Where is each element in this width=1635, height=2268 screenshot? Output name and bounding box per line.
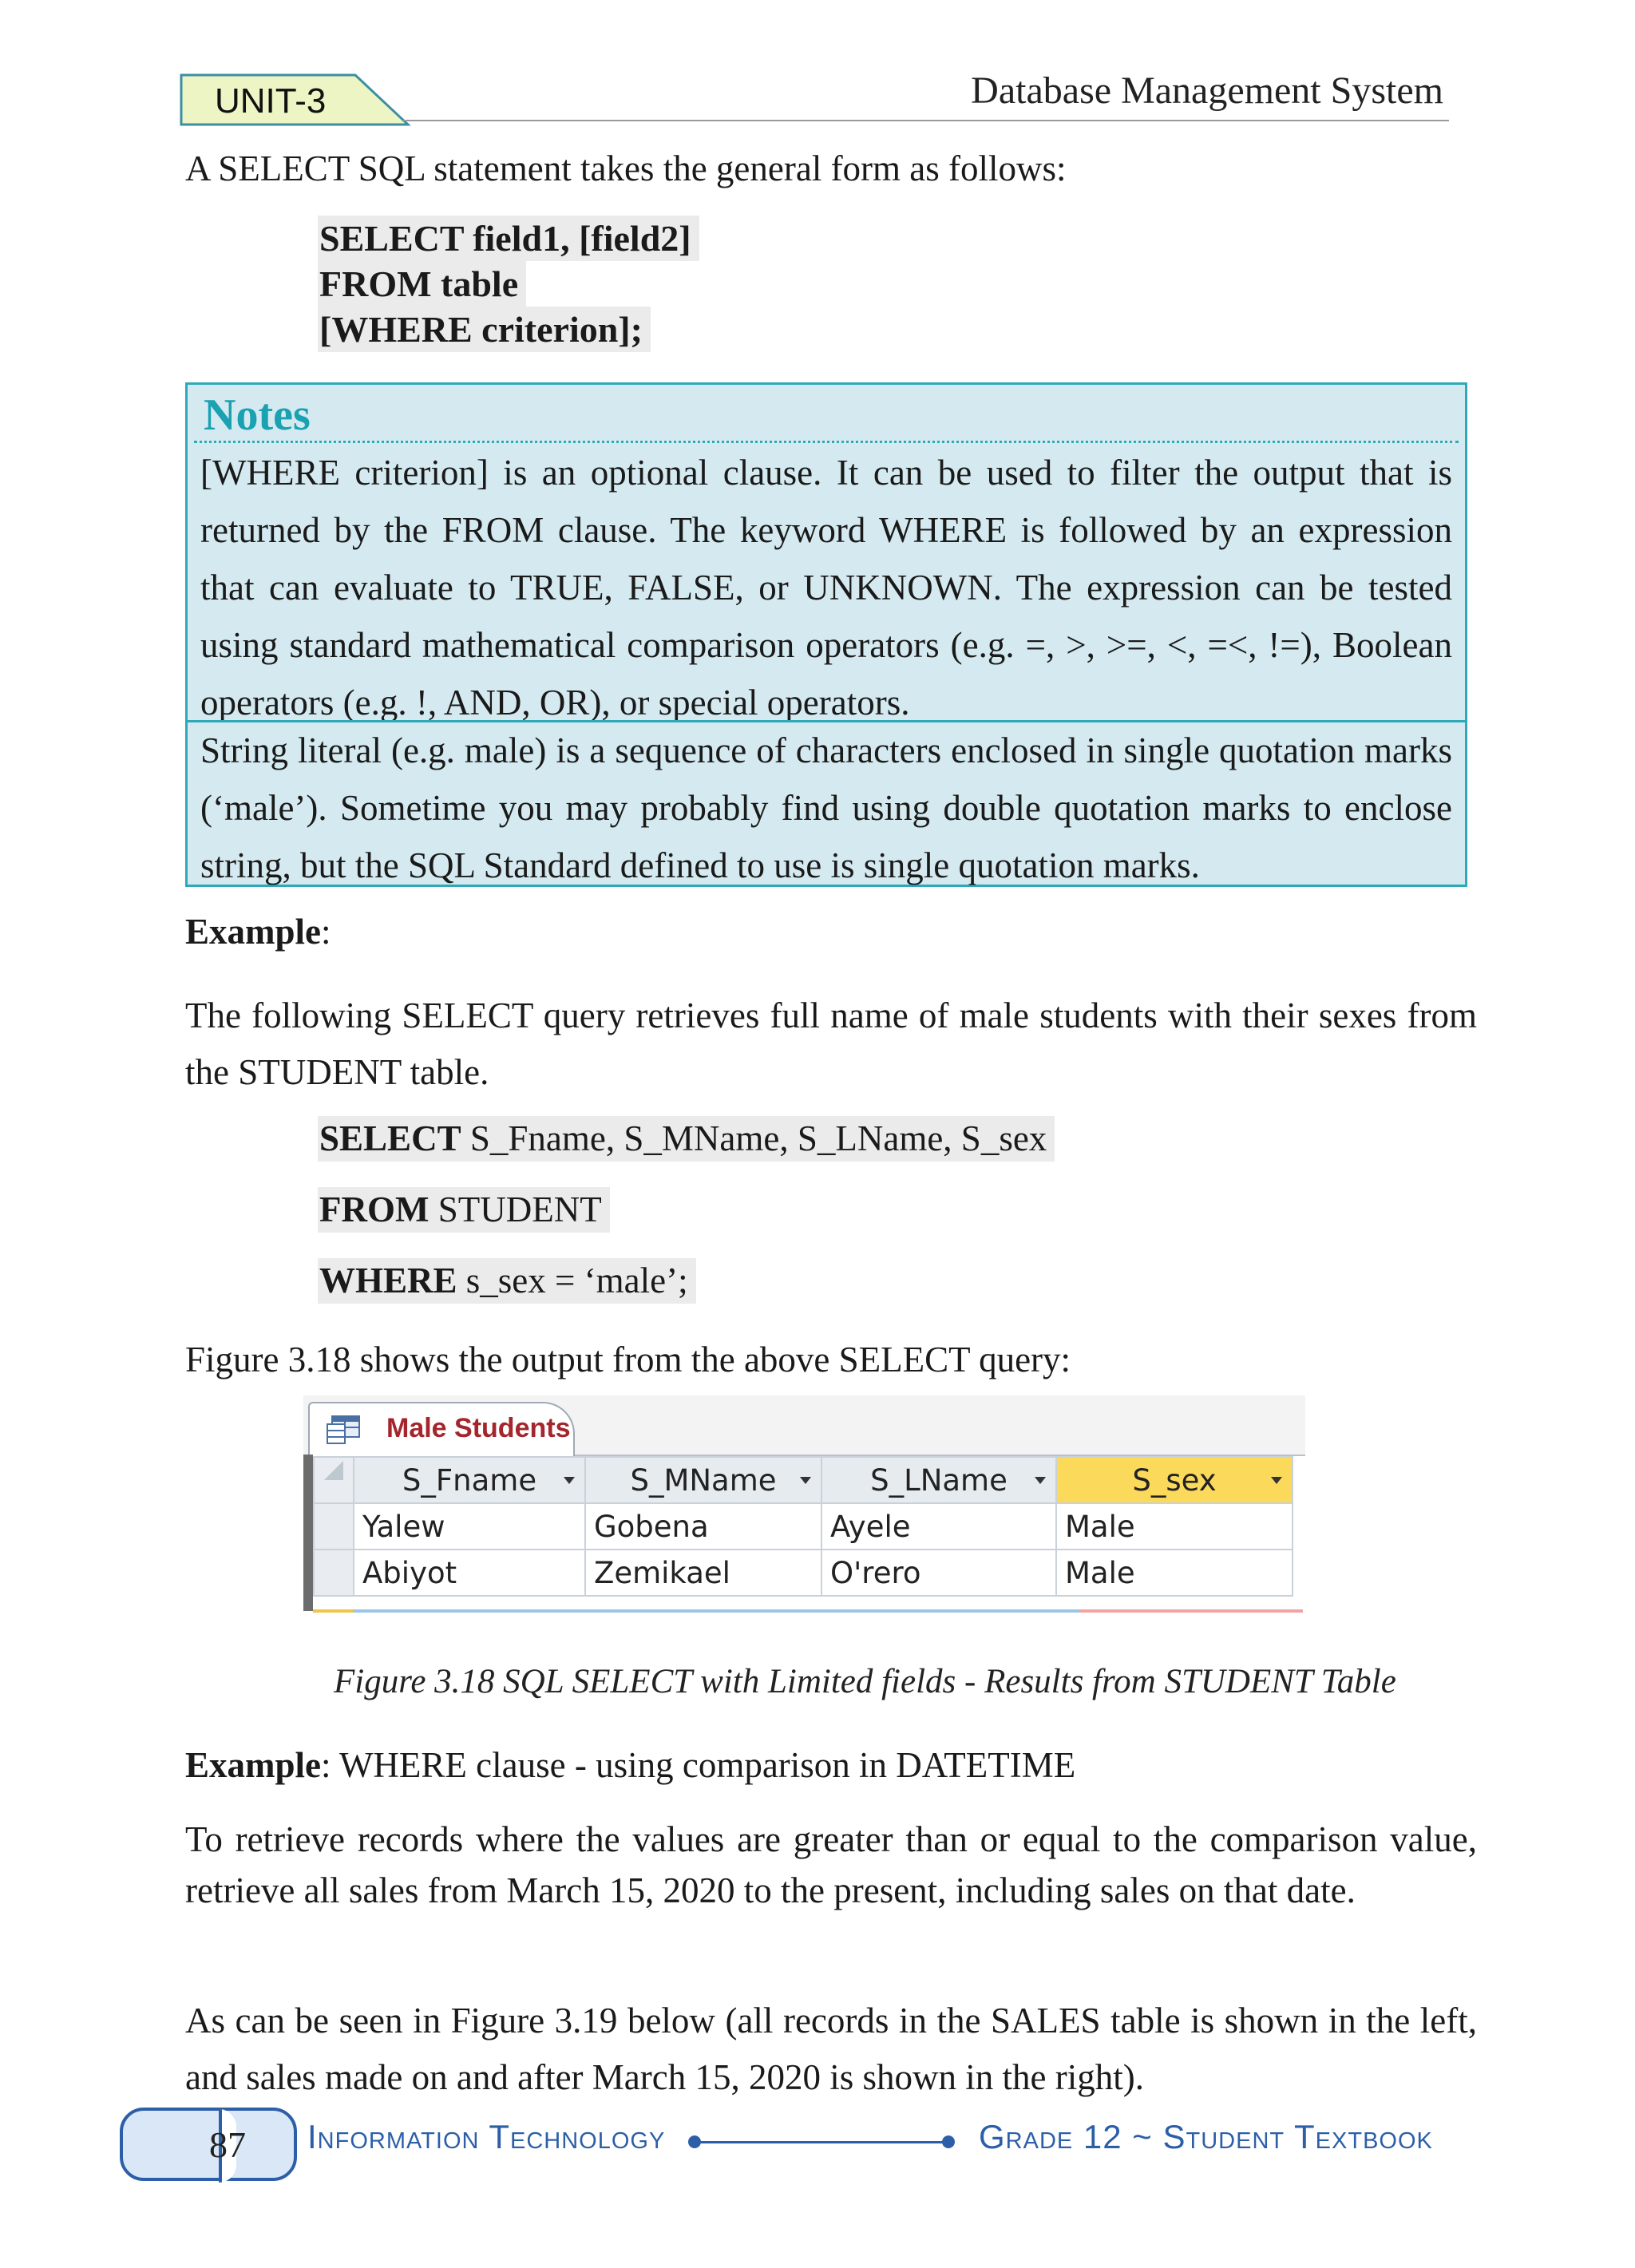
table-row <box>314 1550 1293 1596</box>
row-selector[interactable] <box>314 1503 354 1550</box>
notes-paragraph-where: [WHERE criterion] is an optional clause. It can be used to filter the output that is returned by the FROM clause. The keyword WHERE is followed by an expression that can evaluate to TRUE, FALSE, or UNKNOWN. The expression can be tested using standard mathematical comparison operators (e.g. =, >, >=, <, =<, !=), Boolean operators (e.g. !, AND, OR), or special operators. <box>200 453 1452 722</box>
query-line-where: WHERE s_sex = ‘male’; <box>318 1258 696 1304</box>
notes-paragraph-string-literal: String literal (e.g. male) is a sequence of characters enclosed in single quotation marks (‘male’). Sometime you may probably find using double quotation marks to enclose string, but the SQL Standard defined to use is single quotation marks. <box>200 730 1452 885</box>
header-title: Database Management System <box>971 69 1443 112</box>
tab-male-students[interactable] <box>308 1402 575 1456</box>
example2-label: Example <box>185 1745 322 1785</box>
figure-caption: Figure 3.18 SQL SELECT with Limited fields - Results from STUDENT Table <box>334 1663 1396 1700</box>
window-edge <box>303 1455 313 1611</box>
example1-query <box>318 1116 1055 1329</box>
notes-box <box>185 382 1467 887</box>
column-header-s-mname[interactable]: S_MName <box>585 1457 821 1503</box>
header-rule <box>403 120 1449 121</box>
column-header-s-sex[interactable]: S_sex <box>1056 1457 1293 1503</box>
unit-tab <box>180 73 411 126</box>
query-result-screenshot <box>303 1395 1305 1611</box>
query-line-from: FROM STUDENT <box>318 1187 610 1233</box>
dropdown-arrow-icon[interactable] <box>564 1477 575 1484</box>
table-cell[interactable]: Yalew <box>354 1503 585 1550</box>
table-cell[interactable]: Male <box>1056 1503 1293 1550</box>
example2-paragraph-1: To retrieve records where the values are greater than or equal to the comparison value, retrieve all sales from March 15, 2020 to the present, including sales on that date. <box>185 1819 1477 1910</box>
table-cell[interactable]: Gobena <box>585 1503 821 1550</box>
example2-heading <box>185 1737 1477 1794</box>
notes-title: Notes <box>204 390 311 440</box>
table-row <box>314 1503 1293 1550</box>
page-number: 87 <box>209 2124 246 2165</box>
code-line-select: SELECT field1, [field2] <box>318 216 699 261</box>
new-record-row-edge <box>313 1609 1303 1613</box>
footer-line <box>695 2141 948 2143</box>
tab-bar <box>303 1395 1305 1456</box>
result-grid <box>313 1456 1293 1597</box>
figure-intro: Figure 3.18 shows the output from the above SELECT query: <box>185 1340 1071 1379</box>
dropdown-arrow-icon[interactable] <box>1271 1477 1282 1484</box>
code-line-from: FROM table <box>318 261 526 307</box>
table-cell[interactable]: Ayele <box>821 1503 1056 1550</box>
row-selector[interactable] <box>314 1550 354 1596</box>
example2-heading-text: : WHERE clause - using comparison in DATETIME <box>321 1745 1076 1785</box>
example1-heading <box>185 904 1477 960</box>
footer-grade: Grade 12 ~ Student Textbook <box>979 2118 1433 2155</box>
footer-subject: Information Technology <box>307 2118 666 2155</box>
select-all-corner[interactable] <box>314 1457 354 1503</box>
example1-text: The following SELECT query retrieves full name of male students with their sexes from the STUDENT table. <box>185 995 1477 1092</box>
table-cell[interactable]: Zemikael <box>585 1550 821 1596</box>
dropdown-arrow-icon[interactable] <box>800 1477 811 1484</box>
table-icon <box>326 1415 361 1445</box>
header-row <box>314 1457 1293 1503</box>
column-header-s-lname[interactable]: S_LName <box>821 1457 1056 1503</box>
notes-divider <box>194 441 1459 443</box>
column-header-s-fname[interactable]: S_Fname <box>354 1457 585 1503</box>
table-cell[interactable]: O'rero <box>821 1550 1056 1596</box>
tab-label: Male Students <box>386 1413 571 1443</box>
page-number-badge <box>120 2108 297 2181</box>
example1-colon: : <box>321 912 331 952</box>
general-form-code <box>318 216 699 352</box>
unit-label: UNIT-3 <box>215 81 327 121</box>
example1-label: Example <box>185 912 322 952</box>
dropdown-arrow-icon[interactable] <box>1035 1477 1046 1484</box>
code-line-where: [WHERE criterion]; <box>318 307 651 352</box>
query-line-select: SELECT S_Fname, S_MName, S_LName, S_sex <box>318 1116 1055 1162</box>
table-cell[interactable]: Abiyot <box>354 1550 585 1596</box>
intro-text: A SELECT SQL statement takes the general form as follows: <box>185 148 1067 188</box>
footer-dot <box>942 2135 955 2148</box>
table-cell[interactable]: Male <box>1056 1550 1293 1596</box>
example2-paragraph-2: As can be seen in Figure 3.19 below (all records in the SALES table is shown in the left, and sales made on and after March 15, 2020 is shown in the right). <box>185 2001 1477 2097</box>
